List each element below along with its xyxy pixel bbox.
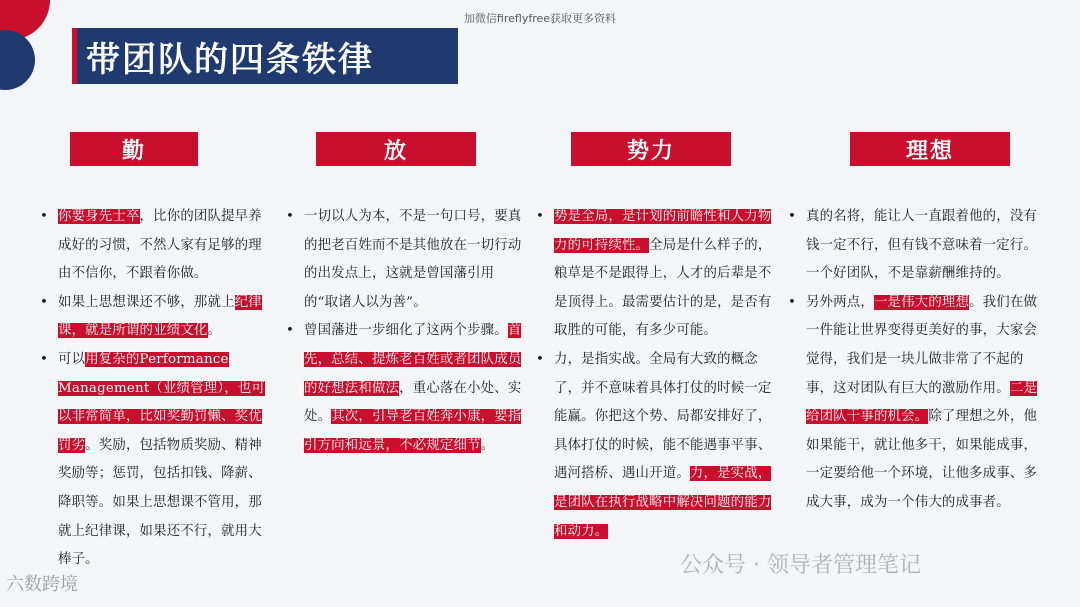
logo-text: 六数跨境 [6,574,78,595]
body-text: 除了理想之外，他如果能干，就让他多干，如果能成事，一定要给他一个环境，让他多成事、多成大事，成为一个伟大的成事者。 [806,409,1038,510]
body-text: 。我们在做一件能让世界变得更美好的事，大家会觉得，我们是一块儿做非常了不起的事，这对团队有巨大的激励作用。 [806,294,1038,396]
bullet-item [38,289,274,346]
highlighted-text: 力，是实战，是团队在执行战略中解决问题的能力和动力。 [554,466,772,539]
body-text: ，比你的团队提早养成好的习惯，不然人家有足够的理由不信你，不跟着你做。 [58,209,262,282]
body-text: 力，是指实战。全局有大致的概念了，并不意味着具体打仗的时候一定能赢。你把这个势、局都安排好了，具体打仗的时候，能不能遇事平事、遇河搭桥、遇山开道。 [554,351,772,482]
column-body-qin [38,203,274,575]
body-text: 。 [207,323,222,339]
column-heading-fang: 放 [316,132,476,166]
bullet-item [534,203,774,346]
page-title: 带团队的四条铁律 [86,39,374,80]
highlighted-text: 势是全局，是计划的前瞻性和人力物力的可持续性。 [554,209,772,253]
bullet-item [38,346,274,575]
column-body-lixiang [786,203,1050,518]
bullet-item [786,289,1050,518]
body-text: 全局是什么样子的，粮草是不是跟得上，人才的后辈是不是顶得上。最需要估计的是，是否有取胜的可能，有多少可能。 [554,237,772,339]
highlighted-text: 首先，总结、提炼老百姓或者团队成员的好想法和做法 [304,323,522,396]
highlighted-text: 其次，引导老百姓奔小康，要指引方向和远景，不必规定细节 [304,409,522,453]
highlighted-text: 二是给团队干事的机会。 [806,380,1038,425]
body-text: ，重心落在小处、实处。 [304,380,522,425]
column-heading-lixiang: 理想 [850,132,1010,166]
title-banner [72,28,458,84]
highlighted-text: 纪律课，就是所谓的业绩文化 [58,294,262,339]
column-heading-shili: 势力 [571,132,731,166]
bullet-item [284,203,522,317]
watermark: 公众号 · 领导者管理笔记 [680,553,921,578]
body-text: 如果上思想课还不够，那就上 [58,294,235,310]
decor-navy-circle [0,30,35,90]
bullet-item [38,203,274,289]
body-text: 可以 [58,351,86,367]
body-text: 一切以人为本，不是一句口号，要真的把老百姓而不是其他放在一切行动的出发点上，这就是曾国藩引用的“取诸人以为善”。 [304,209,522,310]
body-text: 曾国藩进一步细化了这两个步骤。 [304,323,508,339]
body-text: 。 [480,437,495,453]
highlighted-text: 你要身先士卒 [58,209,140,224]
bullet-item [534,346,774,546]
highlighted-text: 一是伟大的理想 [873,294,970,310]
column-body-fang [284,203,522,460]
title-accent [72,28,77,84]
body-text: 另外两点， [806,294,874,310]
body-text: 真的名将，能让人一直跟着他的，没有钱一定不行，但有钱不意味着一定行。一个好团队，不是靠薪酬维持的。 [806,209,1038,282]
body-text: 。奖励，包括物质奖励、精神奖励等；惩罚，包括扣钱、降薪、降职等。如果上思想课不管用，那就上纪律课，如果还不行，就用大棒子。 [58,437,262,568]
column-body-shili [534,203,774,546]
bullet-item [284,317,522,460]
column-heading-qin: 勤 [70,132,198,166]
highlighted-text: 用复杂的Performance Management（业绩管理），也可以非常简单，比如奖勤罚懒、奖优罚劣 [58,351,266,453]
top-note: 加微信fireflyfree获取更多资料 [463,12,617,25]
bullet-item [786,203,1050,289]
